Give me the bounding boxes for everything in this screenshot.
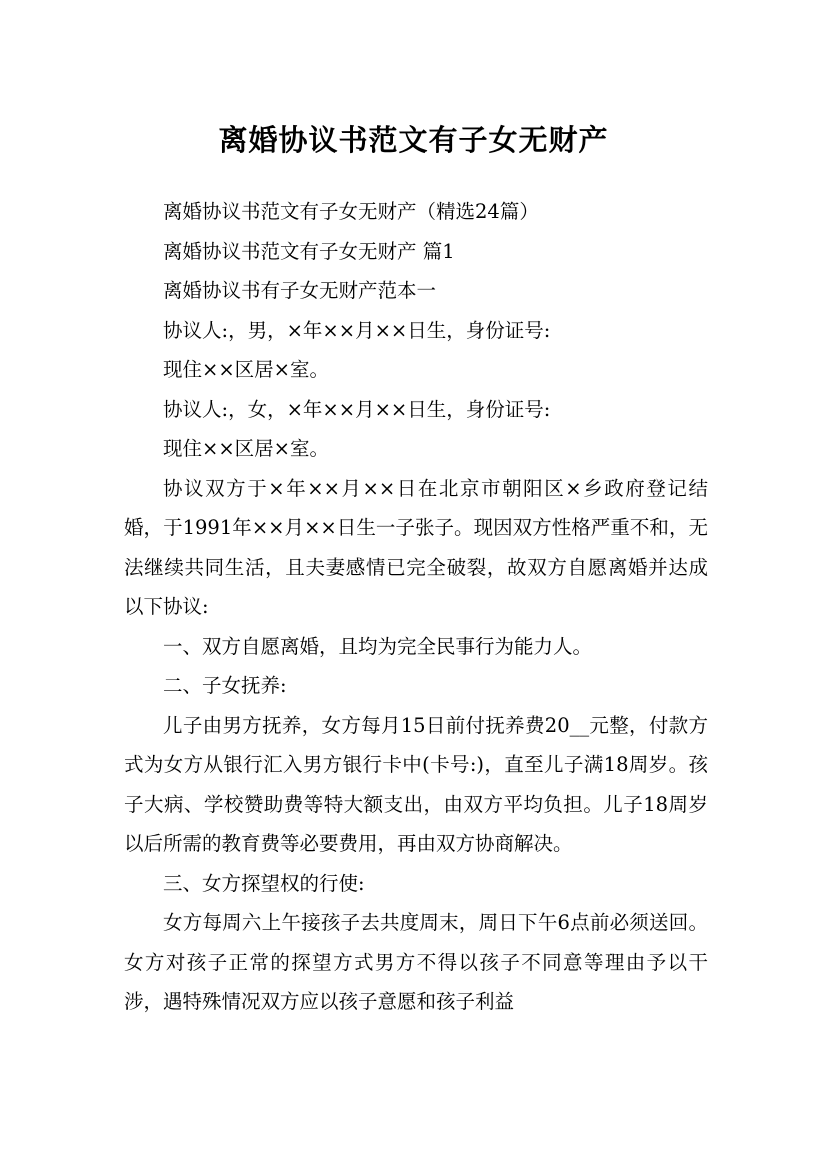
- paragraph-clause-3-heading: 三、女方探望权的行使:: [163, 871, 365, 895]
- paragraph-template-heading: 离婚协议书有子女无财产范本一: [163, 279, 437, 302]
- paragraph-address-male: 现住××区居×室。: [163, 358, 330, 381]
- paragraph-clause-2-body: 儿子由男方抚养，女方每月15日前付抚养费20__元整，付款方式为女方从银行汇入男方银行卡中(卡号:)，直至儿子满18周岁。孩子大病、学校赞助费等特大额支出，由双方平均负担。儿子18周岁以后所需的教育费等必要费用，再由双方协商解决。: [124, 713, 708, 855]
- paragraph-clause-2-heading: 二、子女抚养:: [163, 674, 287, 697]
- document-body: [124, 192, 708, 1022]
- paragraph-party-female: 协议人:，女，×年××月××日生，身份证号:: [163, 397, 551, 421]
- document-title: 离婚协议书范文有子女无财产: [218, 123, 609, 158]
- paragraph-article-heading: 离婚协议书范文有子女无财产 篇1: [163, 239, 455, 263]
- paragraph-clause-3-body: 女方每周六上午接孩子去共度周末，周日下午6点前必须送回。女方对孩子正常的探望方式男方不得以孩子不同意等理由予以干涉，遇特殊情况双方应以孩子意愿和孩子利益: [124, 911, 708, 1013]
- paragraph-background: 协议双方于×年××月××日在北京市朝阳区×乡政府登记结婚，于1991年××月××日生一子张子。现因双方性格严重不和，无法继续共同生活，且夫妻感情已完全破裂，故双方自愿离婚并达成以下协议:: [124, 476, 708, 618]
- paragraph-party-male: 协议人:，男，×年××月××日生，身份证号:: [163, 318, 551, 342]
- paragraph-clause-1: 一、双方自愿离婚，且均为完全民事行为能力人。: [163, 634, 593, 658]
- paragraph-collection-heading: 离婚协议书范文有子女无财产（精选24篇）: [163, 200, 539, 223]
- paragraph-address-female: 现住××区居×室。: [163, 437, 330, 460]
